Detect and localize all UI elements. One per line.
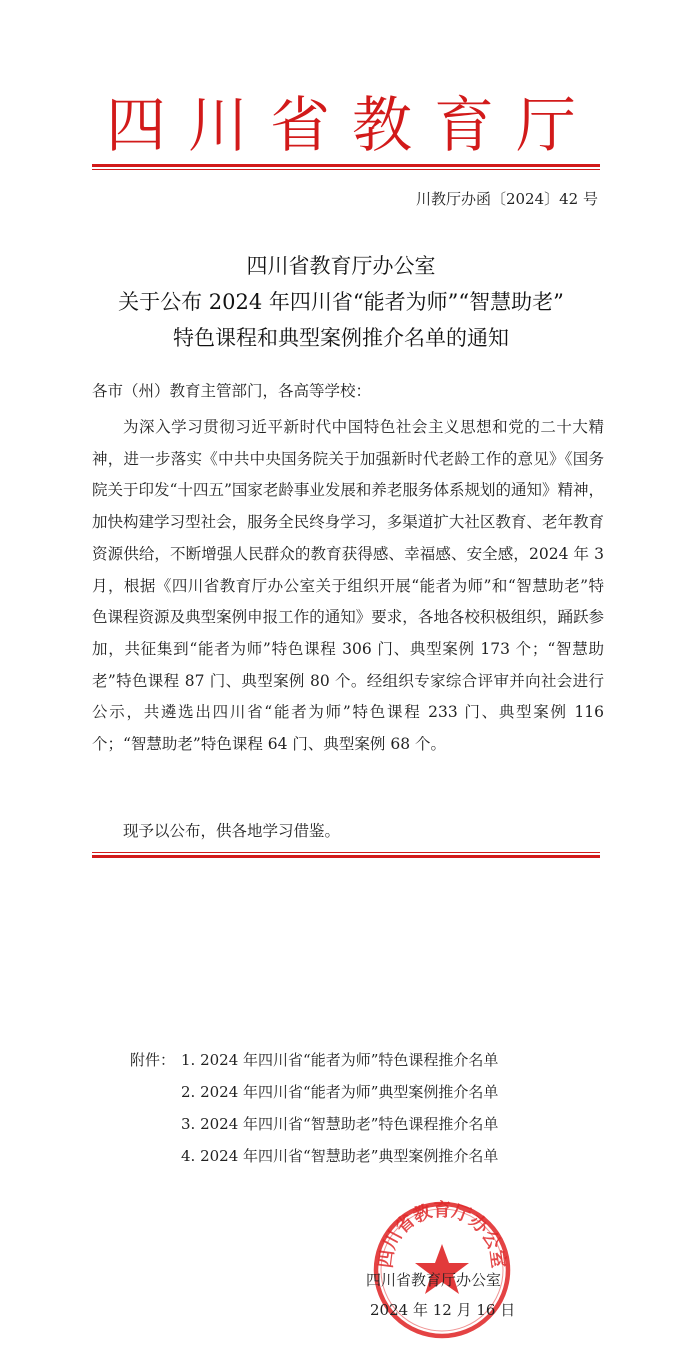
notice-title-line-3: 特色课程和典型案例推介名单的通知: [173, 326, 509, 350]
closing-sentence: 现予以公布，供各地学习借鉴。: [123, 822, 341, 840]
footer-red-rule-thin: [92, 852, 600, 853]
attachment-item: 1. 2024 年四川省“能者为师”特色课程推介名单: [181, 1051, 499, 1069]
seal-text: 四川省教育厅办公室: [375, 1200, 509, 1270]
body-paragraph: 为深入学习贯彻习近平新时代中国特色社会主义思想和党的二十大精神，进一步落实《中共中央国务院关于加强新时代老龄工作的意见》《国务院关于印发“十四五”国家老龄事业发展和养老服务体系规划的通知》精神，加快构建学习型社会，服务全民终身学习，多渠道扩大社区教育、老年教育资源供给，不断增强人民群众的教育获得感、幸福感、安全感，2024 年 3 月，根据《四川省教育厅办公室关于组织开展“能者为师”和“智慧助老”特色课程资源及典型案例申报工作的通知》要求，各地各校积极组织，踊跃参加，共征集到“能者为师”特色课程 306 门、典型案例 173 个；“智慧助老”特色课程 87 门、典型案例 80 个。经组织专家综合评审并向社会进行公示，共遴选出四川省“能者为师”特色课程 233 门、典型案例 116 个；“智慧助老”特色课程 64 门、典型案例 68 个。: [92, 418, 604, 754]
header-red-rule-thin: [92, 169, 600, 170]
notice-title-line-2: 关于公布 2024 年四川省“能者为师”“智慧助老”: [118, 290, 564, 314]
notice-title-line-1: 四川省教育厅办公室: [246, 254, 436, 278]
attachment-item: 4. 2024 年四川省“智慧助老”典型案例推介名单: [181, 1147, 499, 1165]
header-red-rule-thick: [92, 164, 600, 167]
document-number: 川教厅办函〔2024〕42 号: [415, 190, 598, 208]
signing-date: 2024 年 12 月 16 日: [370, 1301, 516, 1319]
addressee: 各市（州）教育主管部门，各高等学校：: [92, 382, 372, 400]
attachment-item: 3. 2024 年四川省“智慧助老”特色课程推介名单: [181, 1115, 499, 1133]
signing-office: 四川省教育厅办公室: [366, 1271, 502, 1289]
footer-red-rule-thick: [92, 855, 600, 858]
issuing-agency-header: 四川省教育厅: [106, 91, 598, 161]
attachments-label: 附件：: [130, 1051, 176, 1069]
attachment-item: 2. 2024 年四川省“能者为师”典型案例推介名单: [181, 1083, 499, 1101]
